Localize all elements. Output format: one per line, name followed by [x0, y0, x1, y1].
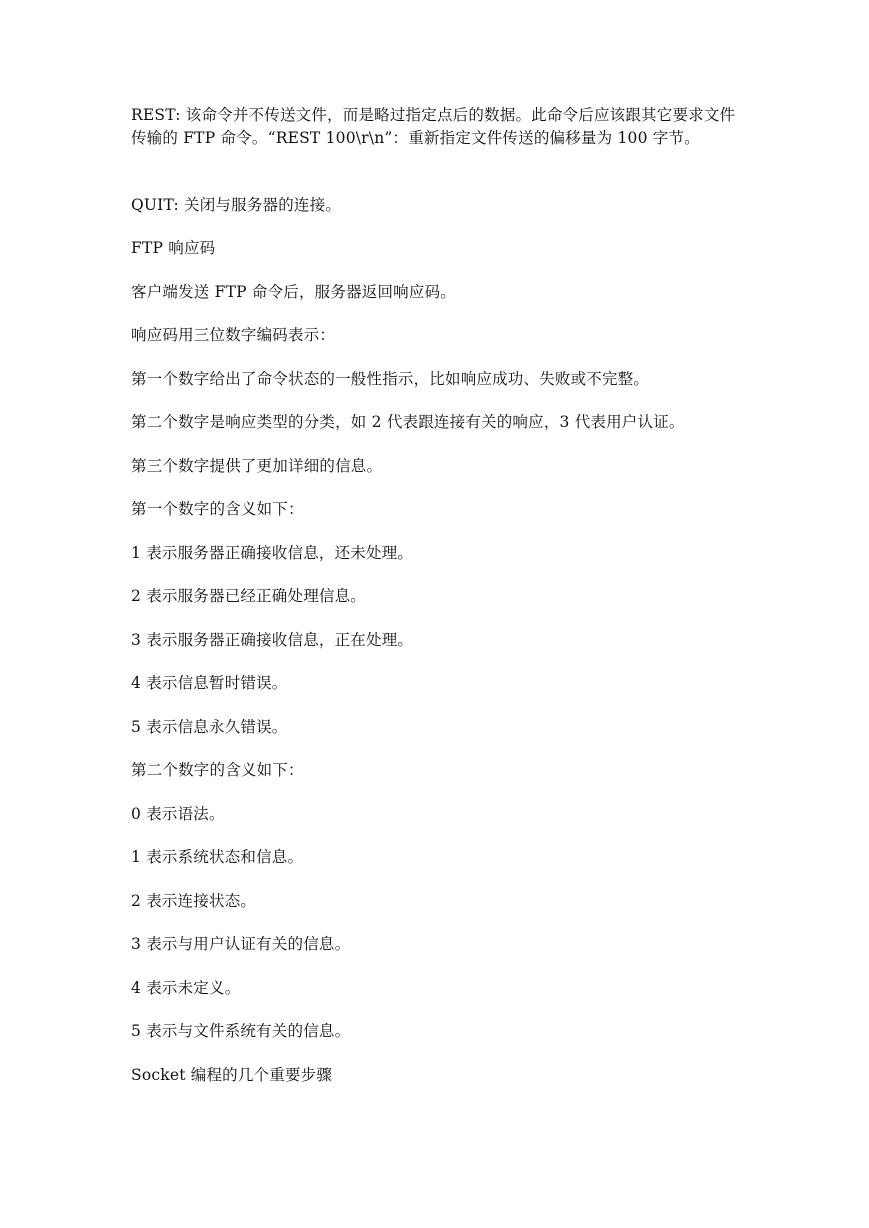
- paragraph-quit-command: QUIT: 关闭与服务器的连接。: [131, 196, 342, 214]
- list-item-second-digit-4: 4 表示未定义。: [131, 979, 241, 997]
- paragraph-second-digit-meaning: 第二个数字的含义如下：: [131, 761, 304, 779]
- list-item-first-digit-1: 1 表示服务器正确接收信息，还未处理。: [131, 544, 414, 562]
- paragraph-rest-command: REST: 该命令并不传送文件，而是略过指定点后的数据。此命令后应该跟其它要求文件传输的 FTP 命令。“REST 100\r\n”：重新指定文件传送的偏移量为 100 字节。: [131, 106, 736, 147]
- list-item-second-digit-1: 1 表示系统状态和信息。: [131, 848, 304, 866]
- section-heading-socket-steps: Socket 编程的几个重要步骤: [131, 1066, 333, 1084]
- section-heading-ftp-response-codes: FTP 响应码: [131, 239, 216, 257]
- paragraph-first-digit-meaning: 第一个数字的含义如下：: [131, 500, 304, 518]
- paragraph-third-digit: 第三个数字提供了更加详细的信息。: [131, 457, 383, 475]
- list-item-second-digit-3: 3 表示与用户认证有关的信息。: [131, 935, 351, 953]
- paragraph-first-digit: 第一个数字给出了命令状态的一般性指示，比如响应成功、失败或不完整。: [131, 370, 650, 388]
- paragraph-client-sends-command: 客户端发送 FTP 命令后，服务器返回响应码。: [131, 283, 456, 301]
- list-item-first-digit-4: 4 表示信息暂时错误。: [131, 674, 288, 692]
- list-item-first-digit-5: 5 表示信息永久错误。: [131, 718, 288, 736]
- list-item-first-digit-2: 2 表示服务器已经正确处理信息。: [131, 587, 366, 605]
- list-item-second-digit-2: 2 表示连接状态。: [131, 892, 257, 910]
- paragraph-three-digit-code: 响应码用三位数字编码表示：: [131, 326, 336, 344]
- list-item-first-digit-3: 3 表示服务器正确接收信息，正在处理。: [131, 631, 414, 649]
- list-item-second-digit-0: 0 表示语法。: [131, 805, 225, 823]
- paragraph-second-digit: 第二个数字是响应类型的分类，如 2 代表跟连接有关的响应，3 代表用户认证。: [131, 413, 685, 431]
- list-item-second-digit-5: 5 表示与文件系统有关的信息。: [131, 1022, 351, 1040]
